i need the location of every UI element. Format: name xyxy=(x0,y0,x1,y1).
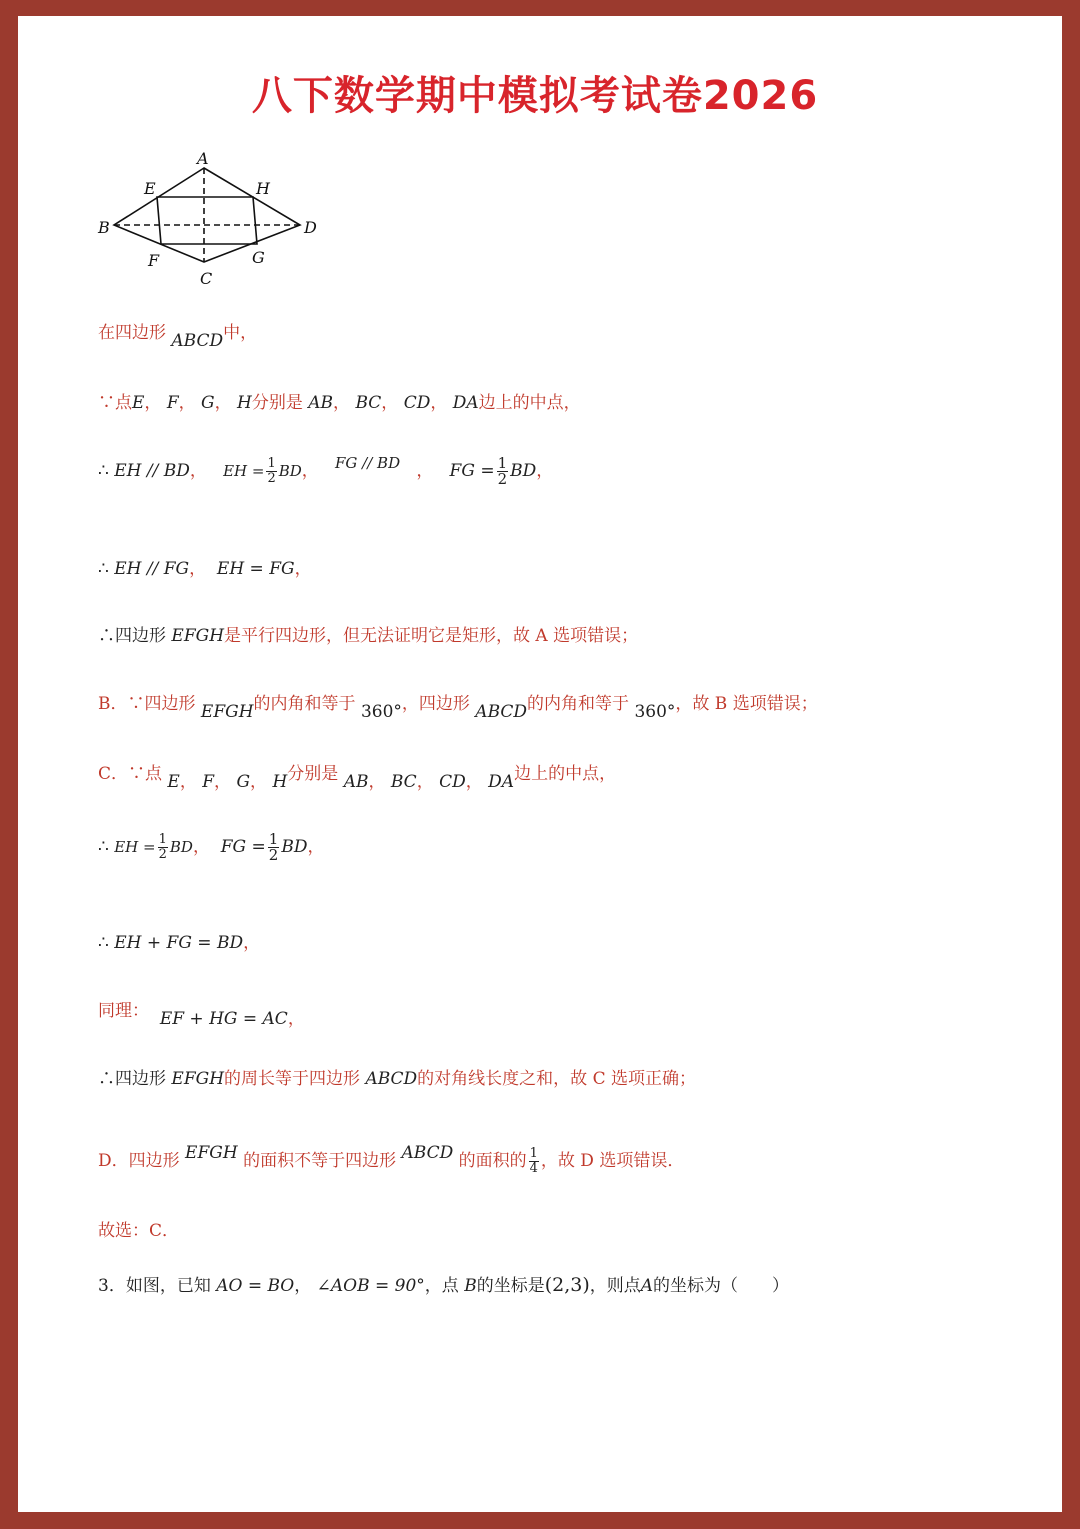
text-fragment: EFGH xyxy=(200,702,254,722)
text-fragment: ， xyxy=(301,461,319,481)
text-fragment: AB xyxy=(343,772,369,792)
text-fragment: (2,3) xyxy=(544,1274,590,1296)
text-fragment: EH = xyxy=(223,462,265,480)
text-fragment: ， xyxy=(381,393,399,413)
line-10 xyxy=(98,996,305,1029)
text-fragment xyxy=(266,457,276,486)
text-fragment: 2 xyxy=(497,470,508,488)
text-fragment: ∴ xyxy=(98,933,109,953)
text-fragment: ABCD xyxy=(401,1143,454,1163)
text-fragment: H xyxy=(272,772,288,792)
line-6 xyxy=(98,689,818,722)
text-fragment: EH // FG xyxy=(114,559,190,579)
label-g: G xyxy=(252,248,265,267)
text-fragment: ， xyxy=(189,461,207,481)
text-fragment: 边上的中点， xyxy=(514,764,617,784)
text-fragment: 1 xyxy=(267,456,276,471)
line-2 xyxy=(98,388,581,413)
text-fragment: 3．如图，已知 xyxy=(98,1276,211,1296)
text-fragment: ， xyxy=(214,772,232,792)
question-3 xyxy=(98,1271,789,1296)
text-fragment: ， xyxy=(294,1276,312,1296)
text-fragment: 2 xyxy=(267,471,276,486)
text-fragment: ，故 D 选项错误． xyxy=(540,1151,685,1171)
text-fragment: ， xyxy=(287,1009,305,1029)
text-fragment: EFGH xyxy=(171,1069,225,1089)
text-fragment: DA xyxy=(452,393,479,413)
text-fragment: BD xyxy=(278,462,302,480)
text-fragment: G xyxy=(236,772,251,792)
text-fragment: D．四边形 xyxy=(98,1151,180,1171)
text-fragment: 的面积不等于四边形 xyxy=(243,1151,397,1171)
text-fragment: 的内角和等于 xyxy=(253,694,356,714)
text-fragment: 在四边形 xyxy=(98,323,166,343)
text-fragment: ∴四边形 xyxy=(98,626,166,646)
text-fragment: EH = FG xyxy=(216,559,295,579)
text-fragment: B xyxy=(464,1276,477,1296)
text-fragment: ABCD xyxy=(475,702,528,722)
line-1 xyxy=(98,318,258,351)
quadrilateral-figure xyxy=(96,146,356,296)
text-fragment: 4 xyxy=(529,1161,538,1176)
text-fragment: 1 xyxy=(268,830,279,848)
label-b: B xyxy=(98,218,110,237)
text-fragment: ，故 B 选项错误； xyxy=(675,694,818,714)
text-fragment: 同理： xyxy=(98,1001,149,1021)
page-title: 八下数学期中模拟考试卷2026 xyxy=(251,73,819,119)
text-fragment: 的坐标为（ ） xyxy=(653,1276,790,1296)
text-fragment: ， xyxy=(430,393,448,413)
text-fragment: ABCD xyxy=(365,1069,418,1089)
text-fragment: ∴ xyxy=(98,559,109,579)
line-3 xyxy=(98,456,553,487)
text-fragment: 的对角线长度之和，故 C 选项正确； xyxy=(417,1069,696,1089)
quadrilateral-efgh xyxy=(157,197,257,244)
label-e: E xyxy=(144,179,156,198)
text-fragment: ， xyxy=(214,393,232,413)
text-fragment: ， xyxy=(416,772,434,792)
text-fragment: ABCD xyxy=(171,331,224,351)
text-fragment: E xyxy=(132,393,145,413)
text-fragment: ， xyxy=(294,559,312,579)
text-fragment: ， xyxy=(189,559,207,579)
line-11 xyxy=(98,1064,696,1089)
text-fragment: 分别是 xyxy=(287,764,339,784)
text-fragment: EH + FG = BD xyxy=(114,933,244,953)
text-fragment: H xyxy=(237,393,252,413)
line-8 xyxy=(98,832,324,863)
label-d: D xyxy=(304,218,317,237)
text-fragment: E xyxy=(167,772,180,792)
text-fragment: B．∵四边形 xyxy=(98,694,196,714)
line-7 xyxy=(98,759,617,792)
line-5 xyxy=(98,621,638,646)
text-fragment: ， xyxy=(243,933,261,953)
text-fragment xyxy=(158,833,168,862)
text-fragment: 1 xyxy=(497,454,508,472)
text-fragment: ， xyxy=(368,772,386,792)
line-12 xyxy=(98,1143,685,1176)
line-9 xyxy=(98,928,260,953)
text-fragment: ∴ xyxy=(98,837,109,857)
label-h: H xyxy=(256,179,270,198)
text-fragment: ， xyxy=(465,772,483,792)
text-fragment: 的坐标是 xyxy=(476,1276,545,1296)
text-fragment: 360° xyxy=(360,702,402,722)
text-fragment: A xyxy=(640,1276,654,1296)
line-13: 故选：C． xyxy=(98,1221,180,1241)
text-fragment: F xyxy=(166,393,179,413)
text-fragment: ，四边形 xyxy=(401,694,470,714)
text-fragment: 1 xyxy=(158,832,167,847)
text-fragment: 是平行四边形，但无法证明它是矩形，故 A 选项错误； xyxy=(224,626,639,646)
line-4 xyxy=(98,554,312,579)
text-fragment: C．∵点 xyxy=(98,764,163,784)
label-f: F xyxy=(148,251,160,270)
text-fragment: ， xyxy=(536,461,554,481)
text-fragment: ，点 xyxy=(424,1276,459,1296)
text-fragment: 1 xyxy=(529,1146,538,1161)
text-fragment xyxy=(268,832,280,863)
text-fragment: 2 xyxy=(268,846,279,864)
text-fragment: ， xyxy=(144,393,162,413)
text-fragment: BD xyxy=(510,461,537,481)
text-fragment: CD xyxy=(439,772,466,792)
text-fragment: FG // BD xyxy=(335,454,401,472)
text-fragment: 2 xyxy=(158,847,167,862)
text-fragment: 分别是 xyxy=(251,393,303,413)
text-fragment: ， xyxy=(307,837,325,857)
text-fragment: F xyxy=(202,772,215,792)
text-fragment: ， xyxy=(179,772,197,792)
page xyxy=(18,16,1062,1512)
text-fragment: ， xyxy=(333,393,351,413)
text-fragment: BC xyxy=(355,393,382,413)
text-fragment: EFGH xyxy=(185,1143,238,1163)
text-fragment xyxy=(529,1147,539,1176)
text-fragment: 的周长等于四边形 xyxy=(224,1069,361,1089)
text-fragment: EH // BD xyxy=(114,461,190,481)
text-fragment: 360° xyxy=(634,702,676,722)
text-fragment: EF + HG = AC xyxy=(159,1009,288,1029)
label-a: A xyxy=(197,149,209,168)
text-fragment: AO = BO xyxy=(216,1276,295,1296)
text-fragment: 中， xyxy=(223,323,258,343)
text-fragment: DA xyxy=(488,772,515,792)
text-fragment: FG = xyxy=(220,837,266,857)
text-fragment: CD xyxy=(403,393,431,413)
text-fragment: BD xyxy=(169,838,193,856)
text-fragment xyxy=(497,456,509,487)
text-fragment: ∵点 xyxy=(98,393,132,413)
text-fragment: EH = xyxy=(114,838,156,856)
label-c: C xyxy=(200,269,213,288)
text-fragment: AB xyxy=(308,393,334,413)
text-fragment: 边上的中点， xyxy=(478,393,581,413)
text-fragment: BD xyxy=(281,837,308,857)
text-fragment: ， xyxy=(416,461,434,481)
text-fragment: BC xyxy=(390,772,417,792)
text-fragment: ， xyxy=(192,837,210,857)
text-fragment: ，则点 xyxy=(589,1276,641,1296)
text-fragment: G xyxy=(201,393,215,413)
text-fragment: 的面积的 xyxy=(458,1151,527,1171)
text-fragment: ， xyxy=(250,772,268,792)
text-fragment: ∴ xyxy=(98,461,109,481)
text-fragment: EFGH xyxy=(171,626,225,646)
text-fragment: ， xyxy=(178,393,196,413)
text-fragment: ∴四边形 xyxy=(98,1069,166,1089)
text-fragment: 的内角和等于 xyxy=(527,694,630,714)
quadrilateral-abcd xyxy=(114,168,300,262)
text-fragment: ∠AOB = 90° xyxy=(316,1276,425,1296)
text-fragment: FG = xyxy=(449,461,495,481)
